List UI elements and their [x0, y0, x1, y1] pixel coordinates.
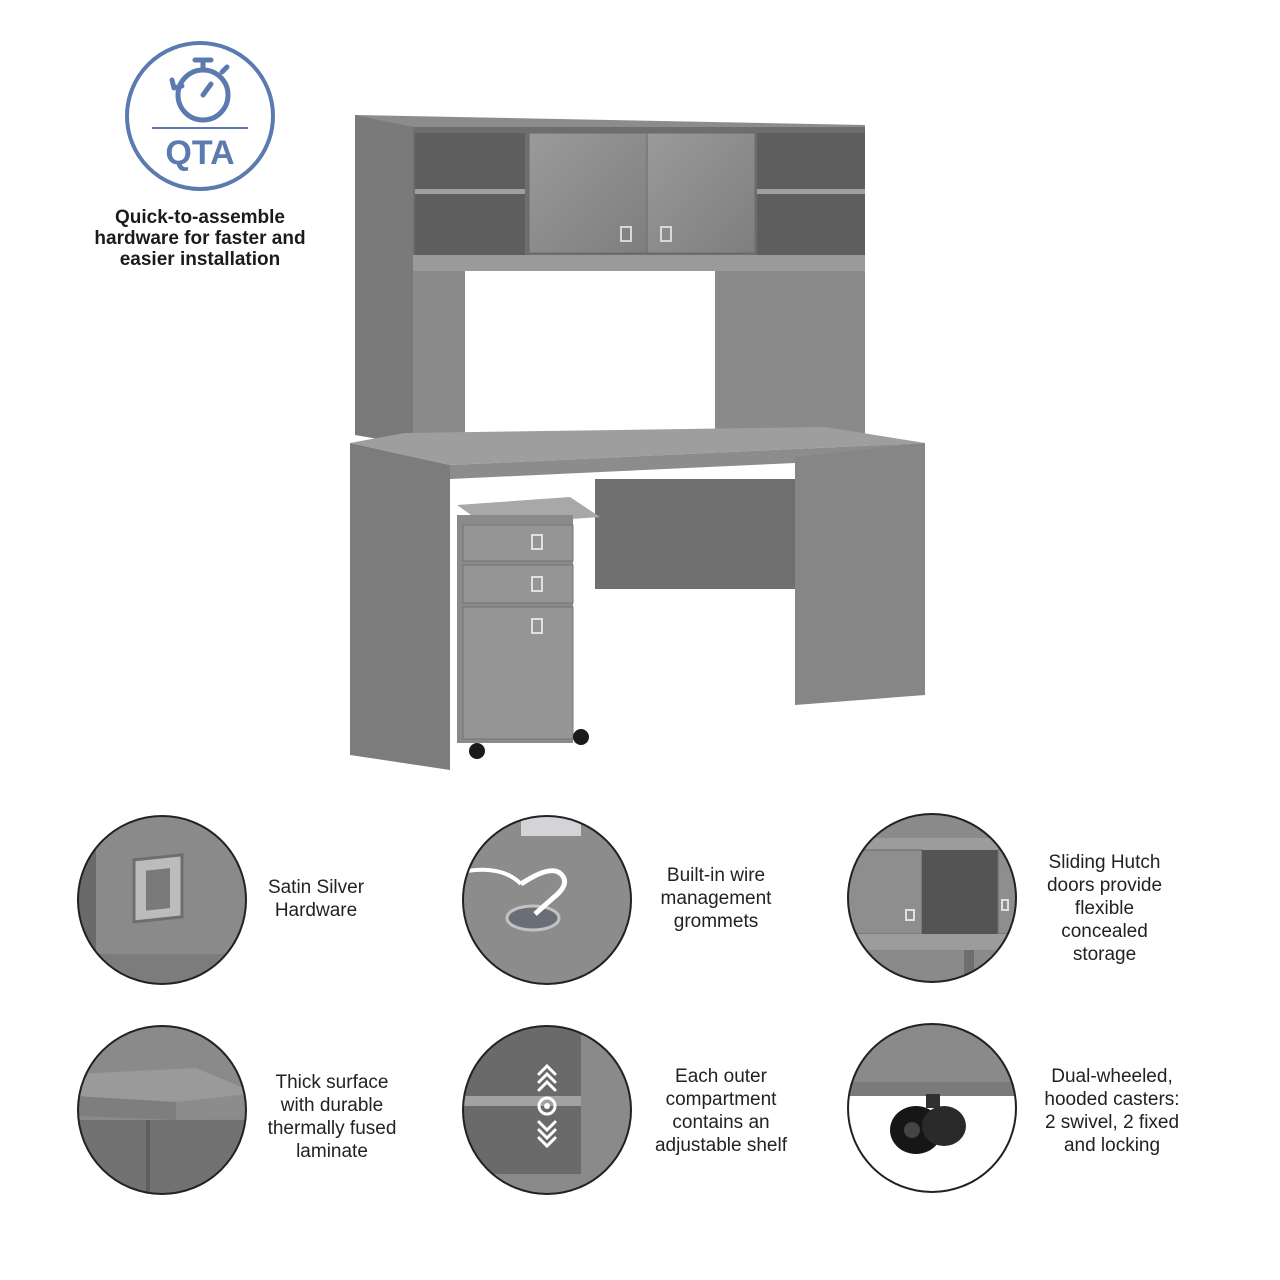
feature-label-hardware: Satin Silver Hardware: [267, 877, 365, 921]
qta-badge: [122, 38, 278, 194]
adjustable-shelf-detail: [461, 1024, 633, 1196]
qta-text: QTA: [165, 134, 235, 172]
desk: [350, 427, 925, 770]
feature-label-shelf: Each outer compartment contains an adjustable shelf: [654, 1066, 788, 1156]
mobile-file-cabinet: [457, 497, 600, 759]
feature-label-hutch-doors: Sliding Hutch doors provide flexible concealed storage: [1046, 852, 1163, 965]
feature-label-casters: Dual-wheeled, hooded casters: 2 swivel, 2 fixed and locking: [1044, 1066, 1180, 1156]
hutch: [355, 115, 865, 445]
qta-caption: Quick-to-assemble hardware for faster and easier installation: [94, 207, 306, 270]
drawer-pull-detail: [76, 814, 248, 986]
desktop-corner-detail: [76, 1024, 248, 1196]
feature-label-grommets: Built-in wire management grommets: [660, 865, 772, 932]
wire-grommet-detail: [461, 814, 633, 986]
feature-label-surface: Thick surface with durable thermally fused laminate: [267, 1072, 397, 1162]
desk-with-hutch-image: [345, 105, 935, 775]
caster-wheel-detail: [846, 1022, 1018, 1194]
hutch-doors-detail: [846, 812, 1018, 984]
